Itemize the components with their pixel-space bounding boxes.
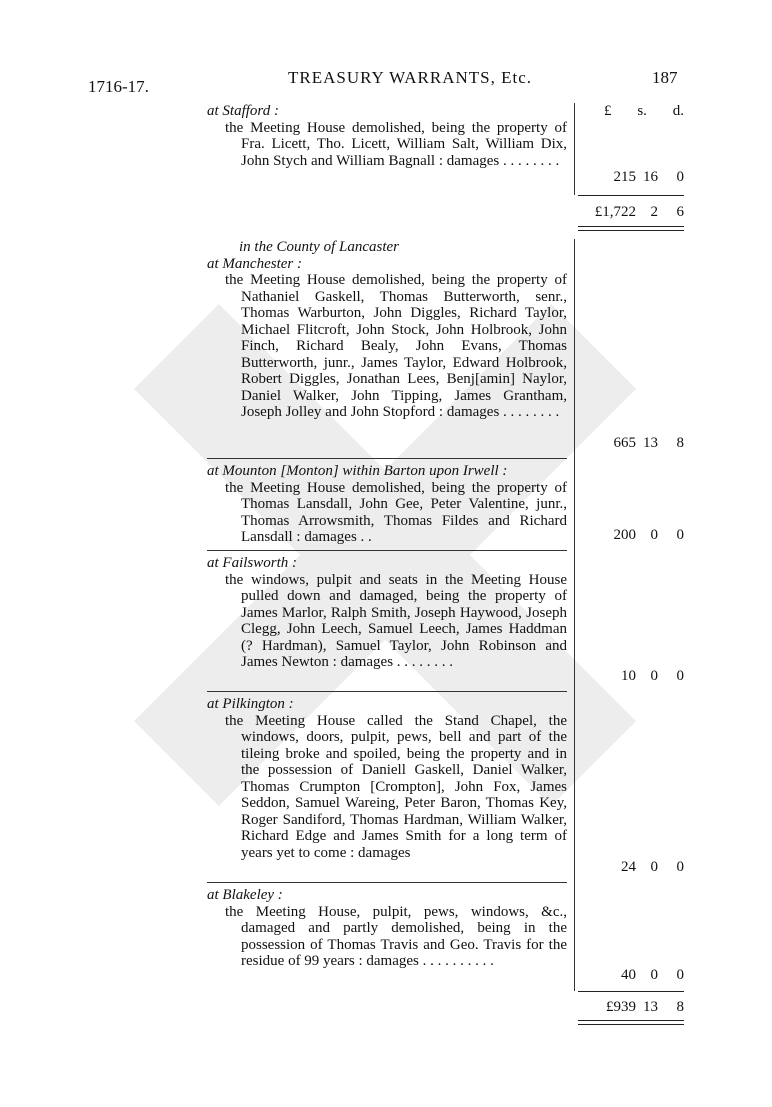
entry-amount [586,527,684,544]
amount-pounds: 40 [621,967,636,983]
entry-location: at Manchester : [207,255,302,272]
entry-separator [207,691,567,692]
total-pence: 6 [676,204,684,220]
total-pounds: £1,722 [594,204,636,220]
amount-shillings: 0 [650,967,658,983]
running-title: TREASURY WARRANTS, Etc. [288,68,533,87]
currency-column-headers [604,103,684,120]
entry-failsworth [207,555,567,671]
amount-pence: 0 [676,967,684,983]
page-number: 187 [652,68,678,87]
entry-location: at Blakeley : [207,887,283,903]
amount-pence: 0 [676,169,684,185]
entry-location: at Mounton [Monton] within Barton upon Irwell : [207,463,508,479]
subtotal-rule [578,195,684,196]
entry-text: the Meeting House, pulpit, pews, windows, &c., damaged and partly demolished, being in the possession of Thomas Travis and Geo. Travis for the residue of 99 years : damages . . . . . . . . . . [225,903,567,969]
total-shillings: 2 [650,204,658,220]
amount-pence: 0 [676,527,684,543]
total-pounds: £939 [606,999,636,1015]
entry-text: the Meeting House demolished, being the property of Thomas Lansdall, John Gee, Peter Valentine, junr., Thomas Arrowsmith, Thomas Fildes and Richard Lansdall : damages . . [225,479,567,545]
amount-pence: 8 [676,435,684,451]
amount-shillings: 0 [650,668,658,684]
entry-blakeley [207,887,567,970]
pounds-header: £ [604,103,612,119]
amount-shillings: 16 [643,169,658,185]
amount-pounds: 10 [621,668,636,684]
amount-pounds: 24 [621,859,636,875]
pence-header: d. [672,103,684,119]
double-rule [578,1020,684,1025]
total-pence: 8 [676,999,684,1015]
entry-text: the Meeting House demolished, being the property of Nathaniel Gaskell, Thomas Butterworth, senr., Thomas Warburton, John Diggles, Richard Taylor, Michael Flitcroft, John Stock, John Holbrook, John Finch, Richard Bealy, John Evans, Thomas Butterworth, junr., James Taylor, Edward Holbrook, Robert Diggles, Jonathan Lees, Benj[amin] Naylor, Daniel Walker, John Tipping, James Grantham, Joseph Jolley and John Stopford : damages . . . . . . . . [225,272,567,420]
amount-pounds: 200 [613,527,636,543]
double-rule [578,226,684,231]
total-rule [578,991,684,992]
amount-shillings: 0 [650,527,658,543]
amount-pence: 0 [676,668,684,684]
entry-separator [207,458,567,459]
entry-amount [586,859,684,876]
entry-separator [207,882,567,883]
amount-pounds: 665 [613,435,636,451]
amount-pounds: 215 [613,169,636,185]
entry-text: the Meeting House demolished, being the property of Fra. Licett, Tho. Licett, William Salt, William Dix, John Stych and William Bagnall : damages . . . . . . . . [225,119,567,169]
entry-stafford [207,103,567,169]
column-divider [574,239,575,991]
entry-manchester [207,239,567,421]
amount-pence: 0 [676,859,684,875]
shillings-header: s. [637,103,647,119]
entry-amount [586,967,684,984]
county-heading: in the County of Lancaster [239,239,399,255]
column-divider [574,103,575,195]
entry-separator [207,550,567,551]
entry-location: at Failsworth : [207,555,298,571]
entry-monton [207,463,567,546]
header-years: 1716-17. [88,77,149,96]
entry-location: at Stafford : [207,103,279,119]
total-amount [586,999,684,1016]
entry-amount [586,169,684,186]
entry-amount [586,435,684,452]
entry-text: the windows, pulpit and seats in the Meeting House pulled down and damaged, being the property of James Marlor, Ralph Smith, Joseph Haywood, Joseph Clegg, John Leech, Samuel Leech, James Haddman (? Hardman), Samuel Taylor, John Robinson and James Newton : damages . . . . . . . . [225,571,567,670]
amount-shillings: 0 [650,859,658,875]
subtotal-amount [586,204,684,221]
amount-shillings: 13 [643,435,658,451]
entry-pilkington [207,696,567,861]
entry-amount [586,668,684,685]
entry-location: at Pilkington : [207,696,294,712]
total-shillings: 13 [643,999,658,1015]
entry-text: the Meeting House called the Stand Chapel, the windows, doors, pulpit, pews, bell and part of the tileing broke and spoiled, being the property and in the possession of Daniell Gaskell, Daniel Walker, Thomas Crumpton [Crompton], John Fox, James Seddon, Samuel Wareing, Peter Baron, Thomas Key, Roger Sandiford, Thomas Hardman, William Walker, Richard Edge and James Smith for a long term of years yet to come : damages [225,712,567,861]
